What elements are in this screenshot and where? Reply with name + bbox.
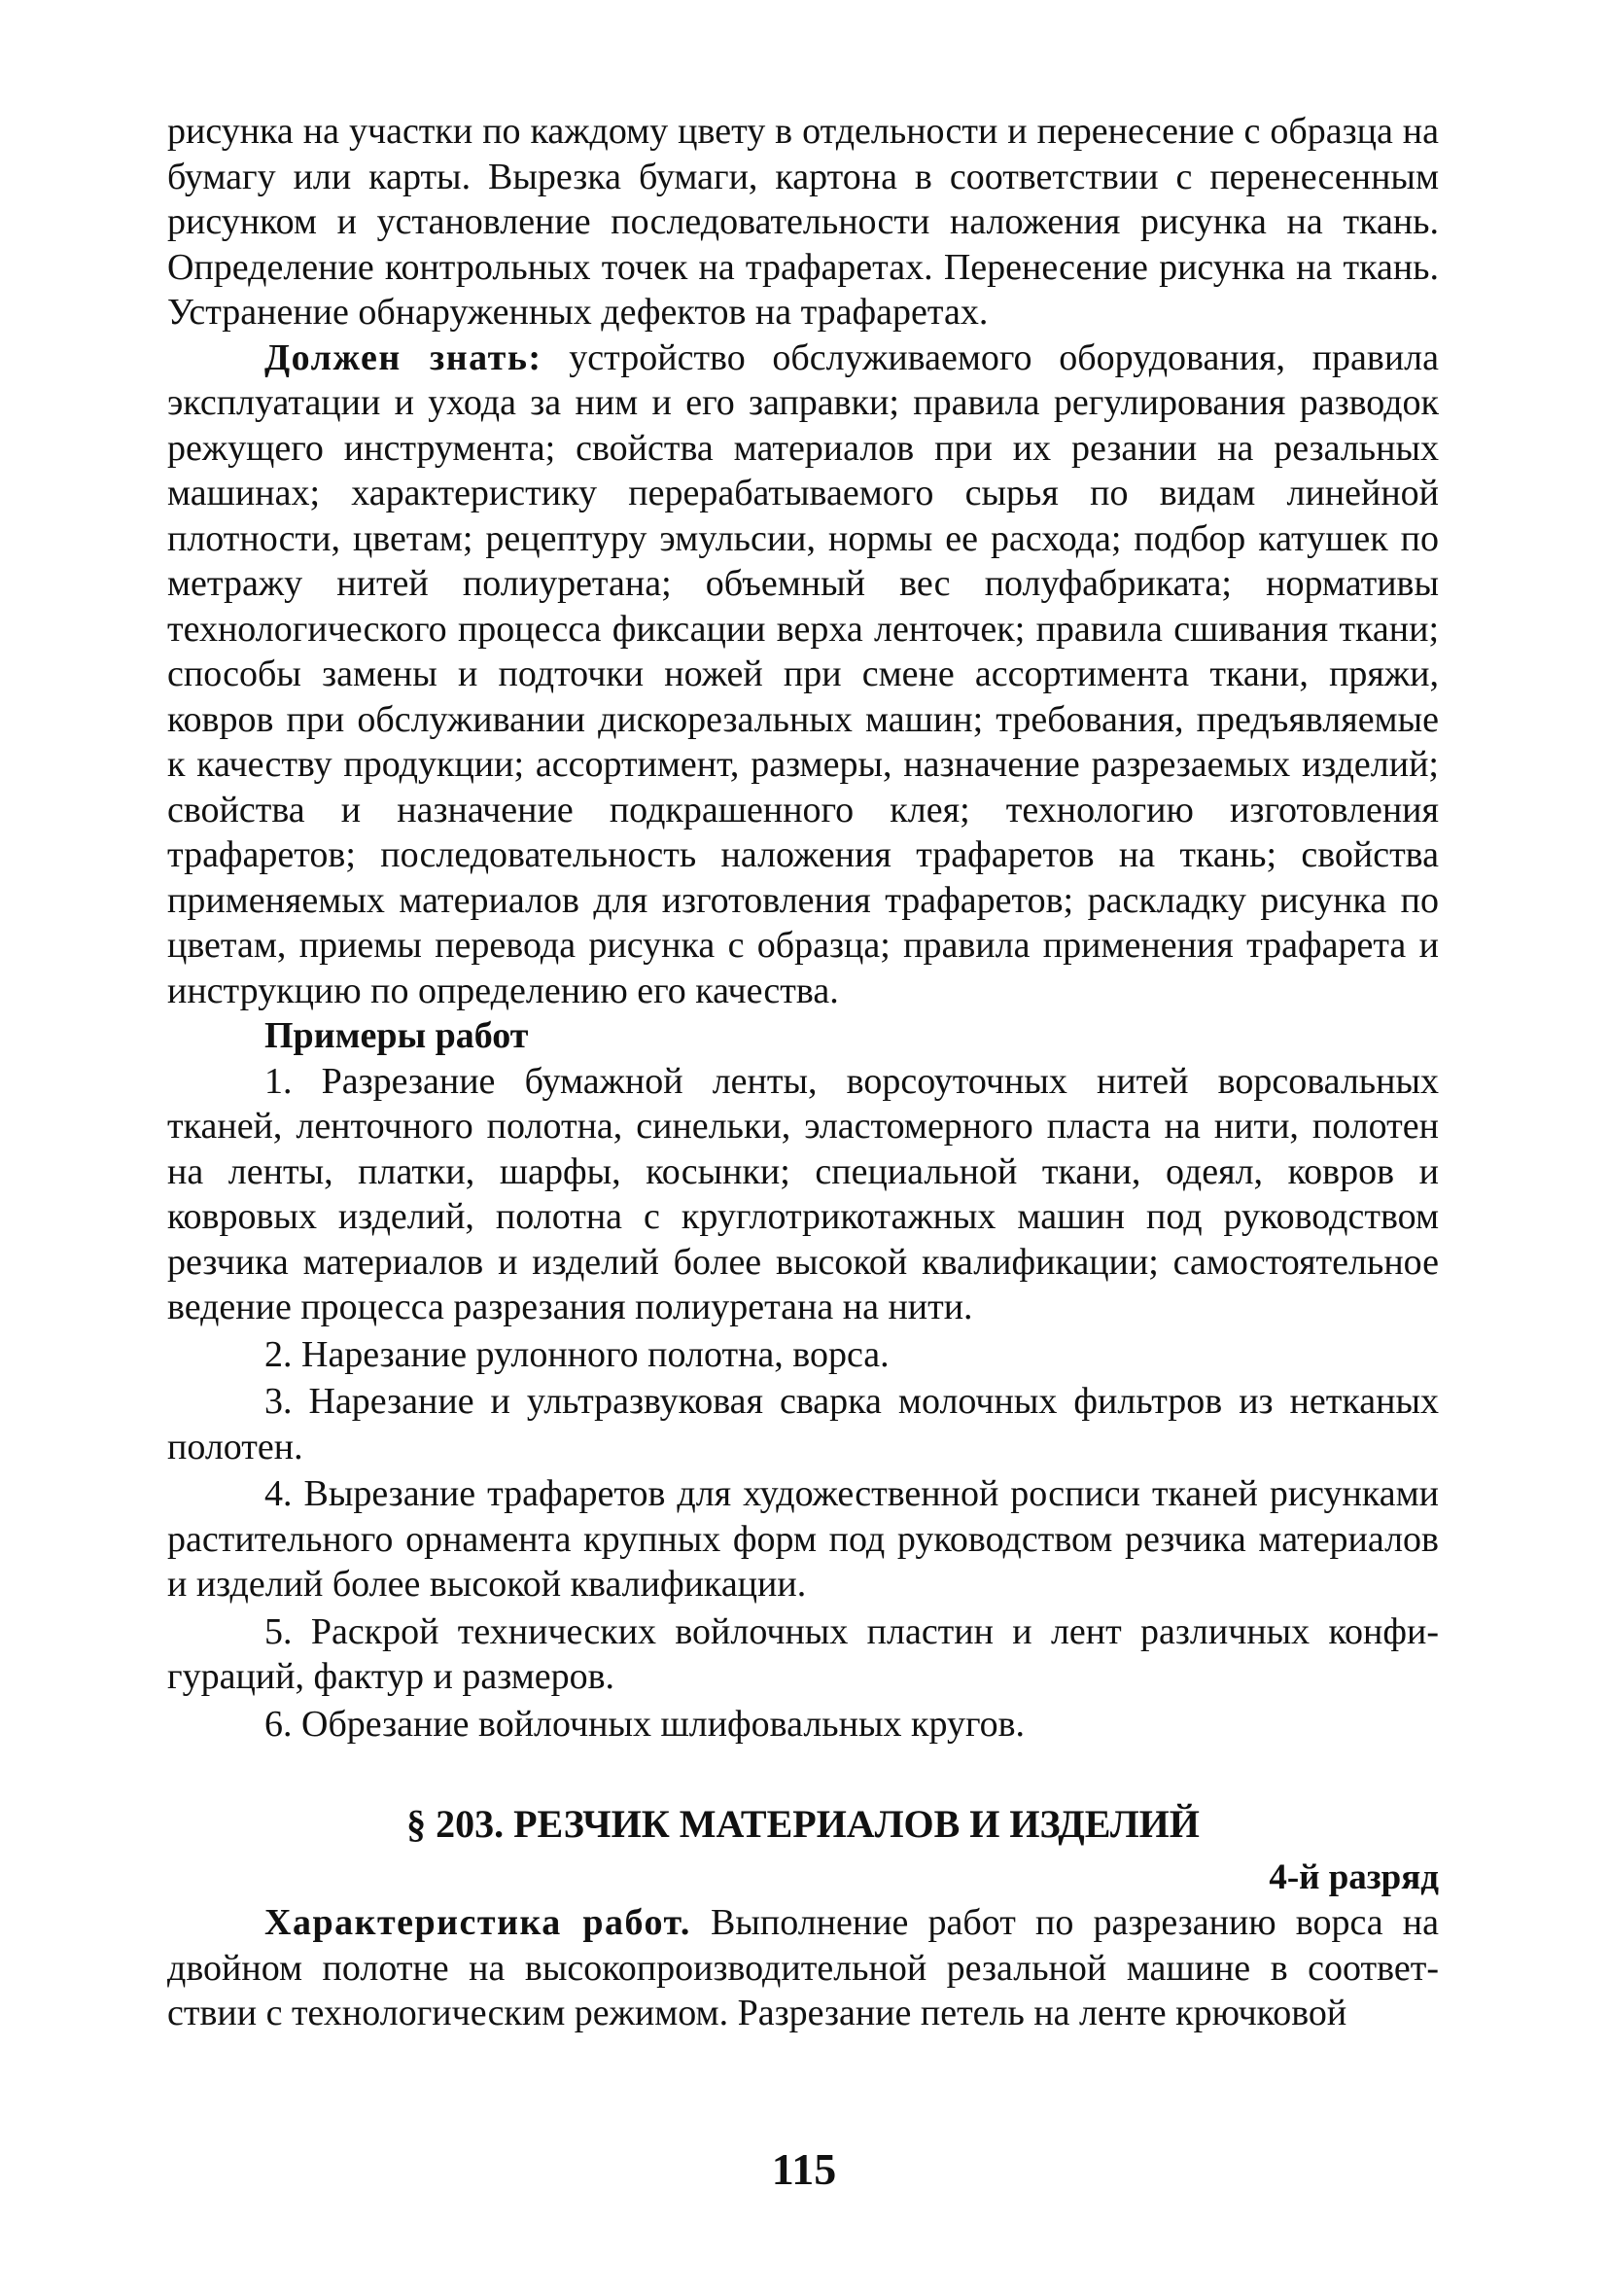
intro-paragraph: рисунка на участки по каждому цвету в отдельности и перенесение с образца на бумагу или карты. Вырезка бумаги, картона в соответствии с перенесенным рисунком и установление последовательности наложения рисунка на ткань. Определение контрольных точек на трафаретах. Перенесение рисунка на ткань. Устранение обнаруженных дефектов на трафаретах. bbox=[167, 111, 1439, 333]
characteristics-text: Выполнение работ по разрезанию ворса на двойном полотне на высокопроизводительной резальной машине в соответствии с технологическим режимом. Разрезание петель на ленте крючковой bbox=[167, 1902, 1439, 2033]
must-know-lead: Должен знать: bbox=[264, 336, 542, 378]
page-number: 115 bbox=[771, 2144, 837, 2194]
rank-label: 4-й разряд bbox=[1269, 1857, 1439, 1897]
characteristics-lead: Характеристика работ. bbox=[264, 1902, 691, 1943]
example-item-1: 1. Разрезание бумажной ленты, ворсоуточных нитей ворсовальных тканей, ленточного полотна, синельки, эластомерного пласта на нити, полотен на ленты, платки, шарфы, косынки; специальной ткани, одеял, ковров и ковровых изделий, полотна с круглотрикотажных машин под руководством резчика материалов и изделий более высокой квалификации; самостоятельное ведение процесса разрезания полиуретана на нити. bbox=[167, 1060, 1439, 1327]
must-know-text: устройство обслуживаемого оборудования, правила эксплуатации и ухода за ним и его заправки; правила регулирования разводок режущего инструмента; свойства материалов при их резании на резальных машинах; характеристику перерабатываемого сырья по видам линейной плотности, цветам; рецептуру эмульсии, нормы ее расхода; подбор катушек по метражу нитей полиуретана; объемный вес полуфабриката; нормативы технологического процесса фиксации верха ленточек; правила сшивания ткани; способы замены и подточки ножей при смене ассортимента ткани, пряжи, ковров при обслуживании дискорезальных машин; требования, предъявляемые к качеству продукции; ассортимент, размеры, назначение разрезаемых изделий; свойства и назначение подкрашенного клея; технологию изготовления трафаретов; последовательность наложения трафаретов на ткань; свойства применяемых материалов для изготовления трафаретов; раскладку рисунка по цветам, приемы перевода рисунка с образца; правила применения трафарета и инструкцию по определению его качества. bbox=[167, 336, 1440, 1011]
must-know-paragraph bbox=[167, 336, 1439, 1014]
section-title: § 203. РЕЗЧИК МАТЕРИАЛОВ И ИЗДЕЛИЙ bbox=[406, 1802, 1200, 1846]
characteristics-paragraph bbox=[167, 1900, 1439, 2036]
example-item-2: 2. Нарезание рулонного полотна, ворса. bbox=[264, 1333, 890, 1375]
examples-heading: Примеры работ bbox=[264, 1015, 529, 1056]
example-item-3: 3. Нарезание и ультразвуковая сварка молочных фильтров из нетканых полотен. bbox=[167, 1381, 1439, 1467]
example-item-6: 6. Обрезание войлочных шлифовальных кругов. bbox=[264, 1703, 1026, 1745]
example-item-4: 4. Вырезание трафаретов для художественной росписи тканей рисунками растительного орнамента крупных форм под руководством резчика материалов и изделий более высокой квалификации. bbox=[167, 1473, 1439, 1605]
text-block bbox=[167, 109, 1439, 2036]
example-item-5: 5. Раскрой технических войлочных пластин и лент различных конфигураций, фактур и размеров. bbox=[167, 1610, 1439, 1697]
